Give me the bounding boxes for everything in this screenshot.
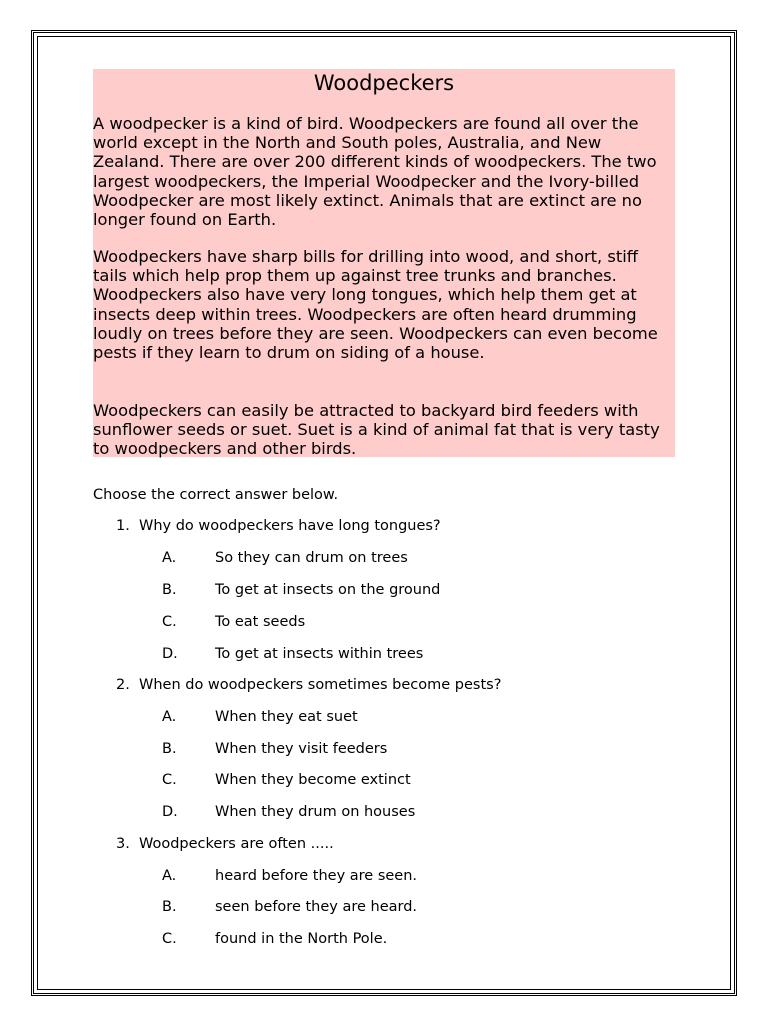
answer-option-2d[interactable] [162,804,415,821]
answer-option-1d[interactable] [162,646,423,663]
question-number: 3. [116,836,130,852]
answer-option-2c[interactable] [162,772,411,789]
option-text: heard before they are seen. [215,868,418,884]
option-letter: B. [162,582,177,598]
answer-option-1a[interactable] [162,550,408,567]
option-text: So they can drum on trees [215,550,408,566]
answer-option-3c[interactable] [162,931,387,948]
option-text: To get at insects on the ground [215,582,441,598]
answer-option-2b[interactable] [162,741,387,758]
option-text: When they drum on houses [215,804,416,820]
option-letter: A. [162,868,177,884]
reading-passage [93,69,675,457]
passage-title: Woodpeckers [313,71,455,95]
answer-option-1c[interactable] [162,614,305,631]
question-text: Why do woodpeckers have long tongues? [139,518,441,534]
question-number: 1. [116,518,130,534]
answer-option-3a[interactable] [162,868,417,885]
option-text: To eat seeds [215,614,306,630]
option-text: When they become extinct [215,772,411,788]
option-letter: B. [162,741,177,757]
option-letter: A. [162,550,177,566]
question-2 [116,677,501,694]
question-text: Woodpeckers are often ..... [139,836,334,852]
option-text: seen before they are heard. [215,899,418,915]
option-letter: C. [162,614,177,630]
option-letter: A. [162,709,177,725]
option-letter: D. [162,646,178,662]
option-text: found in the North Pole. [215,931,388,947]
option-text: To get at insects within trees [215,646,424,662]
passage-paragraph-3: Woodpeckers can easily be attracted to backyard bird feeders with sunflower seeds or suet. Suet is a kind of animal fat that is very tasty to woodpeckers and other birds. [93,401,660,459]
answer-option-2a[interactable] [162,709,358,726]
answer-option-3b[interactable] [162,899,417,916]
question-number: 2. [116,677,130,693]
question-1 [116,518,441,535]
option-letter: B. [162,899,177,915]
option-text: When they visit feeders [215,741,388,757]
question-text: When do woodpeckers sometimes become pests? [139,677,502,693]
option-letter: C. [162,772,177,788]
passage-paragraph-1: A woodpecker is a kind of bird. Woodpeckers are found all over the world except in the North and South poles, Australia, and New Zealand. There are over 200 different kinds of woodpeckers. The two largest woodpeckers, the Imperial Woodpecker and the Ivory-billed Woodpecker are most likely extinct. Animals that are extinct are no longer found on Earth. [93,114,657,230]
option-text: When they eat suet [215,709,358,725]
passage-paragraph-2: Woodpeckers have sharp bills for drilling into wood, and short, stiff tails which help prop them up against tree trunks and branches. Woodpeckers also have very long tongues, which help them get at insects deep within trees. Woodpeckers are often heard drumming loudly on trees before they are seen. Woodpeckers can even become pests if they learn to drum on siding of a house. [93,247,658,363]
instructions: Choose the correct answer below. [93,487,339,503]
option-letter: C. [162,931,177,947]
question-3 [116,836,334,853]
option-letter: D. [162,804,178,820]
answer-option-1b[interactable] [162,582,440,599]
